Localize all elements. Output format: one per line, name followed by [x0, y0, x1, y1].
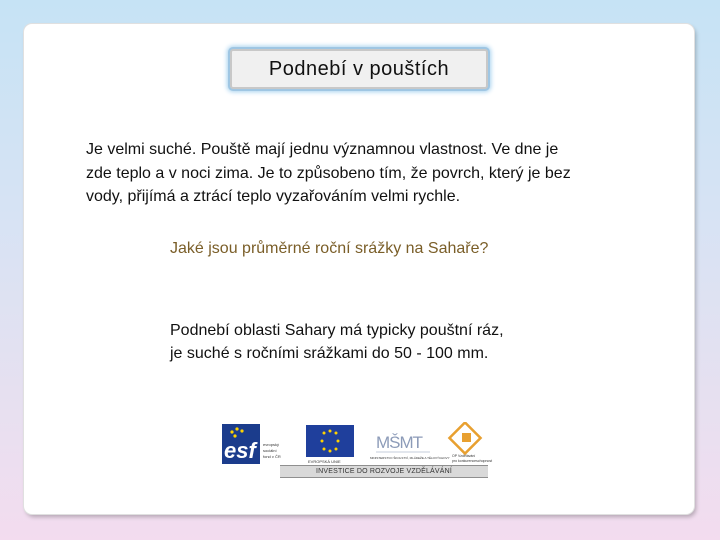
logo-strip — [220, 422, 510, 466]
answer-paragraph — [170, 319, 640, 365]
esf-caption-line: evropský — [263, 442, 280, 447]
investment-bar — [280, 465, 488, 478]
slide — [24, 24, 694, 514]
esf-mark: esf — [224, 438, 256, 463]
op-logo — [449, 422, 492, 463]
esf-caption-line: fond v ČR — [263, 454, 281, 459]
paragraph-line: zde teplo a v noci zima. Je to způsobeno tím, že povrch, který je bez — [86, 164, 571, 182]
paragraph-line: vody, přijímá a ztrácí teplo vyzařováním velmi rychle. — [86, 188, 461, 205]
op-caption-line: OP Vzdělávání — [452, 454, 476, 458]
paragraph-line: Je velmi suché. Pouště mají jednu významnou vlastnost. Ve dne je — [86, 141, 559, 158]
answer-line: Podnebí oblasti Sahary má typicky pouštní ráz, — [170, 322, 504, 339]
eu-caption: EVROPSKÁ UNIE — [308, 459, 341, 464]
question-text: Jaké jsou průměrné roční srážky na Sahaře? — [170, 240, 489, 257]
title-box — [230, 49, 488, 89]
funding-logos — [220, 422, 510, 484]
description-paragraph — [86, 138, 646, 209]
esf-logo — [222, 424, 281, 464]
esf-caption-line: sociální — [263, 448, 277, 453]
msmt-logo — [370, 433, 450, 460]
slide-title: Podnebí v pouštích — [268, 57, 450, 80]
msmt-mark: MŠMT — [376, 433, 423, 452]
answer-line: je suché s ročními srážkami do 50 - 100 mm. — [170, 345, 489, 362]
msmt-caption: MINISTERSTVO ŠKOLSTVÍ, MLÁDEŽE A TĚLOVÝCHOVY — [370, 456, 450, 460]
op-caption-line: pro konkurenceschopnost — [452, 459, 493, 463]
op-square-icon — [462, 433, 471, 442]
investment-caption: INVESTICE DO ROZVOJE VZDĚLÁVÁNÍ — [315, 468, 453, 475]
eu-flag-logo — [306, 425, 354, 464]
